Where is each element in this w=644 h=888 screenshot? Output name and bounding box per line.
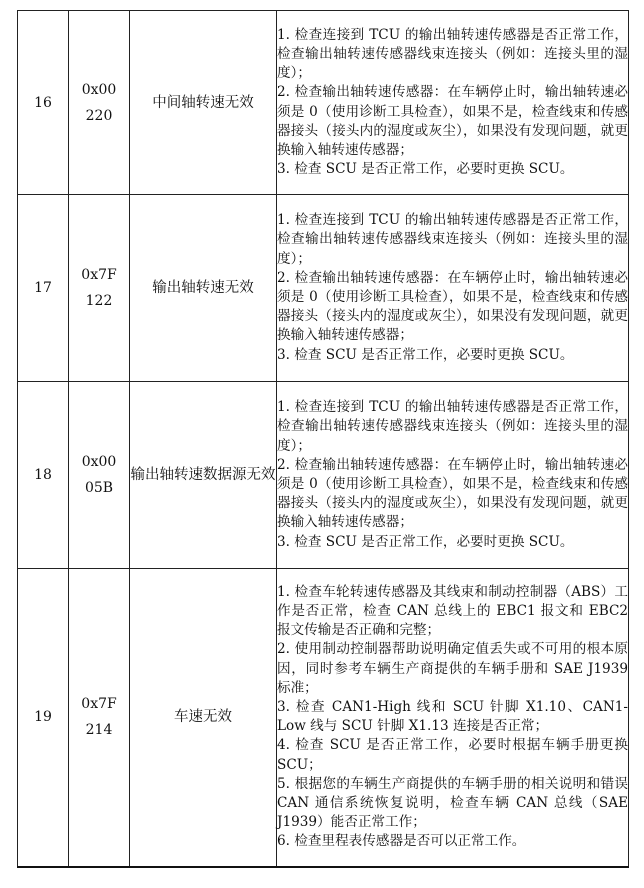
table-row: [18, 382, 629, 569]
table-row: [18, 195, 629, 382]
remedy-step: 5. 根据您的车辆生产商提供的车辆手册的相关说明和错误 CAN 通信系统恢复说明，检查车辆 CAN 总线（SAE J1939）能否正常工作；: [277, 775, 628, 831]
fault-name: 输出轴转速无效: [130, 195, 277, 382]
fault-code-line: 122: [85, 293, 113, 309]
remedy-step: 1. 检查连接到 TCU 的输出轴转速传感器是否正常工作，检查输出轴转速传感器线束连接头（例如：连接头里的湿度）；: [277, 212, 628, 267]
fault-name: 输出轴转速数据源无效: [130, 382, 277, 569]
fault-code-line: 0x00: [81, 81, 117, 98]
row-number: 18: [18, 382, 69, 569]
fault-code: [69, 382, 130, 569]
fault-name: 中间轴转速无效: [130, 11, 277, 195]
remedy-step: 3. 检查 SCU 是否正常工作，必要时更换 SCU。: [277, 346, 574, 363]
remedy-step: 3. 检查 CAN1-High 线和 SCU 针脚 X1.10、CAN1-Low 线与 SCU 针脚 X1.13 连接是否正常；: [277, 699, 628, 735]
row-number: 16: [18, 11, 69, 195]
remedy-step: 2. 使用制动控制器帮助说明确定值丢失或不可用的根本原因，同时参考车辆生产商提供的车辆手册和 SAE J1939 标准；: [277, 641, 628, 696]
row-number: 17: [18, 195, 69, 382]
fault-remedy: [277, 195, 629, 382]
fault-remedy: [277, 569, 629, 867]
fault-code-line: 05B: [84, 480, 114, 496]
remedy-step: 2. 检查输出轴转速传感器：在车辆停止时，输出轴转速必须是 0（使用诊断工具检查），如果不是，检查线束和传感器接头（接头内的湿度或灰尘），如果没有发现问题，就更换输入轴转速传感器；: [277, 269, 628, 344]
fault-code-line: 0x00: [81, 454, 117, 470]
table-row: [18, 11, 629, 195]
fault-remedy: [277, 11, 629, 195]
fault-remedy: [277, 382, 629, 569]
remedy-step: 3. 检查 SCU 是否正常工作，必要时更换 SCU。: [277, 533, 574, 550]
remedy-step: 1. 检查连接到 TCU 的输出轴转速传感器是否正常工作，检查输出轴转速传感器线束连接头（例如：连接头里的湿度）；: [277, 399, 628, 454]
fault-code-line: 220: [85, 107, 113, 124]
remedy-step: 6. 检查里程表传感器是否可以正常工作。: [277, 833, 526, 850]
remedy-step: 1. 检查连接到 TCU 的输出轴转速传感器是否正常工作，检查输出轴转速传感器线束连接头（例如：连接头里的湿度）；: [277, 26, 628, 82]
fault-code: [69, 569, 130, 867]
remedy-step: 1. 检查车轮转速传感器及其线束和制动控制器（ABS）工作是否正常，检查 CAN 总线上的 EBC1 报文和 EBC2 报文传输是否正确和完整；: [277, 583, 628, 639]
remedy-step: 2. 检查输出轴转速传感器：在车辆停止时，输出轴转速必须是 0（使用诊断工具检查），如果不是，检查线束和传感器接头（接头内的湿度或灰尘），如果没有发现问题，就更换输入轴转速传感器；: [277, 84, 628, 158]
remedy-step: 2. 检查输出轴转速传感器：在车辆停止时，输出轴转速必须是 0（使用诊断工具检查），如果不是，检查线束和传感器接头（接头内的湿度或灰尘），如果没有发现问题，就更换输入轴转速传感器；: [277, 456, 628, 531]
fault-code-line: 0x7F: [81, 696, 117, 713]
row-number: 19: [18, 569, 69, 867]
fault-code: [69, 11, 130, 195]
fault-code: [69, 195, 130, 382]
remedy-step: 3. 检查 SCU 是否正常工作，必要时更换 SCU。: [277, 161, 574, 178]
fault-code-line: 214: [85, 722, 113, 739]
table-row: [18, 569, 629, 867]
fault-name: 车速无效: [130, 569, 277, 867]
fault-code-table: [17, 10, 629, 868]
remedy-step: 4. 检查 SCU 是否正常工作，必要时根据车辆手册更换 SCU；: [277, 737, 628, 773]
fault-code-line: 0x7F: [81, 267, 117, 283]
